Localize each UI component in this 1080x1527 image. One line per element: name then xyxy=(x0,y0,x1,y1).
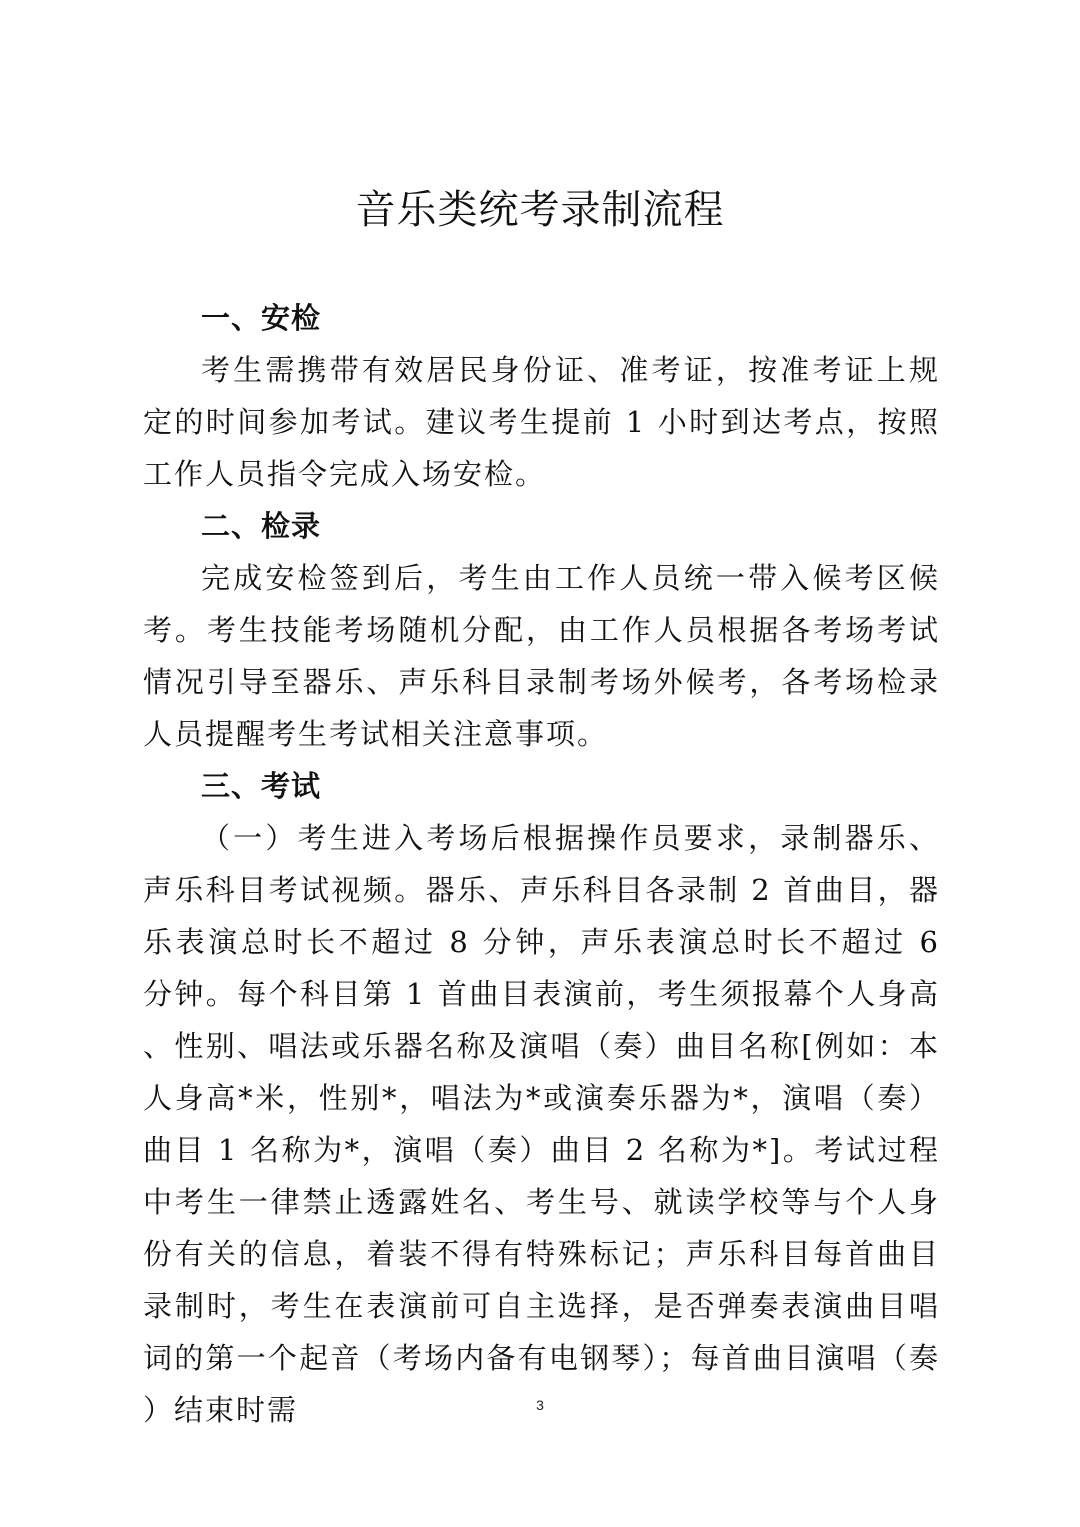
section-paragraph: 考生需携带有效居民身份证、准考证，按准考证上规定的时间参加考试。建议考生提前 1 小时到达考点，按照工作人员指令完成入场安检。 xyxy=(143,353,940,491)
section-heading: 一、安检 xyxy=(201,301,322,335)
document-body xyxy=(143,292,940,1436)
section-heading: 三、考试 xyxy=(201,769,322,803)
section-heading: 二、检录 xyxy=(201,509,322,543)
page-title: 音乐类统考录制流程 xyxy=(355,187,725,233)
page-number: 3 xyxy=(536,1397,544,1413)
section-paragraph: （一）考生进入考场后根据操作员要求，录制器乐、声乐科目考试视频。器乐、声乐科目各录制 2 首曲目，器乐表演总时长不超过 8 分钟，声乐表演总时长不超过 6 分钟。每个科目第 1 首曲目表演前，考生须报幕个人身高、性别、唱法或乐器名称及演唱（奏）曲目名称[例如：本人身高*米，性别*，唱法为*或演奏乐器为*，演唱（奏）曲目 1 名称为*，演唱（奏）曲目 2 名称为*]。考试过程中考生一律禁止透露姓名、考生号、就读学校等与个人身份有关的信息，着装不得有特殊标记；声乐科目每首曲目录制时，考生在表演前可自主选择，是否弹奏表演曲目唱词的第一个起音（考场内备有电钢琴）；每首曲目演唱（奏）结束时需 xyxy=(143,821,940,1427)
section-security-check xyxy=(143,292,940,500)
section-check-in xyxy=(143,500,940,760)
section-exam xyxy=(143,760,940,1436)
section-paragraph: 完成安检签到后，考生由工作人员统一带入候考区候考。考生技能考场随机分配，由工作人员根据各考场考试情况引导至器乐、声乐科目录制考场外候考，各考场检录人员提醒考生考试相关注意事项。 xyxy=(143,561,940,751)
